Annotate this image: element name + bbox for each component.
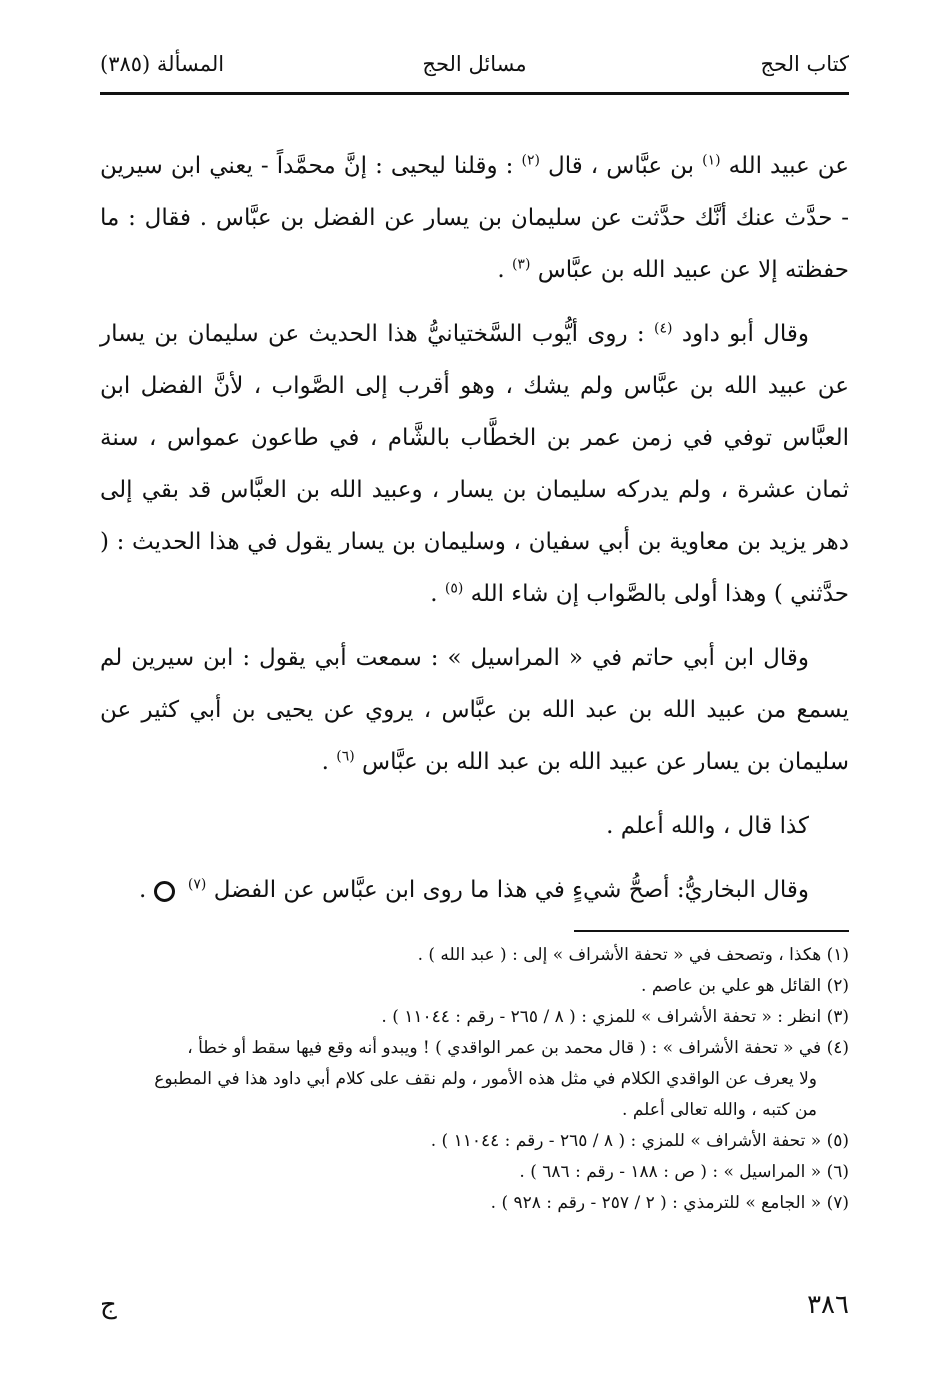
text-run: .	[138, 877, 147, 903]
text-run: وقال أبو داود	[681, 321, 810, 347]
footnote-ref: (٦)	[336, 748, 355, 765]
footnote: (٧) « الجامع » للترمذي : ( ٢ / ٢٥٧ - رقم : ٩٢٨ ) .	[490, 1193, 849, 1213]
footnote: (٤) في « تحفة الأشراف » : ( قال محمد بن عمر الواقدي ) ! ويبدو أنه وقع فيها سقط أو خطأ ،	[187, 1038, 849, 1058]
paragraph-4	[100, 800, 849, 852]
page-number: ٣٨٦	[807, 1290, 849, 1320]
footnote-ref: (٥)	[444, 580, 464, 597]
footnote: (٥) « تحفة الأشراف » للمزي : ( ٨ / ٢٦٥ - رقم : ١١٠٤٤ ) .	[430, 1131, 849, 1151]
footnote-ref: (١)	[702, 152, 721, 169]
header-book-title: كتاب الحج	[760, 52, 849, 76]
main-text	[100, 140, 849, 928]
text-run: .	[497, 257, 505, 283]
end-circle-icon	[154, 881, 175, 902]
header-issue-number: المسألة (٣٨٥)	[100, 52, 225, 76]
footnote-ref: (٢)	[521, 152, 540, 169]
footnote: (٦) « المراسيل » : ( ص : ١٨٨ - رقم : ٦٨٦ ) .	[519, 1162, 849, 1182]
footnote-ref: (٣)	[511, 256, 531, 273]
paragraph-1	[100, 140, 849, 296]
text-run: بن عبَّاس ، قال	[548, 153, 695, 179]
running-header	[100, 52, 849, 92]
footnote-continuation: ولا يعرف عن الواقدي الكلام في مثل هذه الأمور ، ولم نقف على كلام أبي داود هذا في المطبوع	[154, 1069, 817, 1089]
paragraph-2	[100, 308, 849, 620]
text-run: عن عبيد الله	[728, 153, 850, 179]
footnote-ref: (٧)	[187, 876, 207, 893]
footnote: (٢) القائل هو علي بن عاصم .	[641, 976, 849, 996]
footnote-rule	[574, 930, 849, 932]
text-run: .	[321, 749, 329, 775]
text-run: : وقلنا ليحيى : إنَّ محمَّداً - يعني ابن سيرين - حدَّث عنك أنَّك حدَّثت عن سليمان بن يسار عن الفضل بن عبَّاس . فقال : ما حفظته إلا عن عبيد الله بن عبَّاس	[100, 153, 849, 283]
paragraph-3	[100, 632, 849, 788]
text-run: وقال ابن أبي حاتم في « المراسيل » : سمعت أبي يقول : ابن سيرين لم يسمع من عبيد الله بن عبد الله بن عبَّاس ، يروي عن يحيى بن أبي كثير عن سليمان بن يسار عن عبيد الله بن عبد الله بن عبَّاس	[100, 645, 849, 775]
header-rule	[100, 92, 849, 95]
header-chapter-title: مسائل الحج	[422, 52, 527, 76]
text-run: كذا قال ، والله أعلم .	[606, 813, 809, 839]
footnotes	[100, 940, 849, 1219]
footnote: (٣) انظر : « تحفة الأشراف » للمزي : ( ٨ / ٢٦٥ - رقم : ١١٠٤٤ ) .	[381, 1007, 849, 1027]
text-run: : روى أيُّوب السَّختيانيُّ هذا الحديث عن سليمان بن يسار عن عبيد الله بن عبَّاس ولم يشك ، وهو أقرب إلى الصَّواب ، لأنَّ الفضل ابن العبَّاس توفي في زمن عمر بن الخطَّاب بالشَّام ، في طاعون عمواس ، سنة ثمان عشرة ، ولم يدركه سليمان بن يسار ، وعبيد الله بن العبَّاس قد بقي إلى دهر يزيد بن معاوية بن أبي سفيان ، وسليمان بن يسار يقول في هذا الحديث : ( حدَّثني ) وهذا أولى بالصَّواب إن شاء الله	[100, 321, 849, 607]
footnote: (١) هكذا ، وتصحف في « تحفة الأشراف » إلى : ( عبد الله ) .	[417, 945, 849, 965]
text-run: .	[430, 581, 438, 607]
footnote-continuation: من كتبه ، والله تعالى أعلم .	[622, 1100, 817, 1120]
text-run: وقال البخاريُّ: أصحُّ شيءٍ في هذا ما روى ابن عبَّاس عن الفضل	[213, 877, 809, 903]
footnote-ref: (٤)	[654, 320, 673, 337]
paragraph-5	[100, 864, 849, 916]
signature-mark: ج	[100, 1290, 117, 1320]
